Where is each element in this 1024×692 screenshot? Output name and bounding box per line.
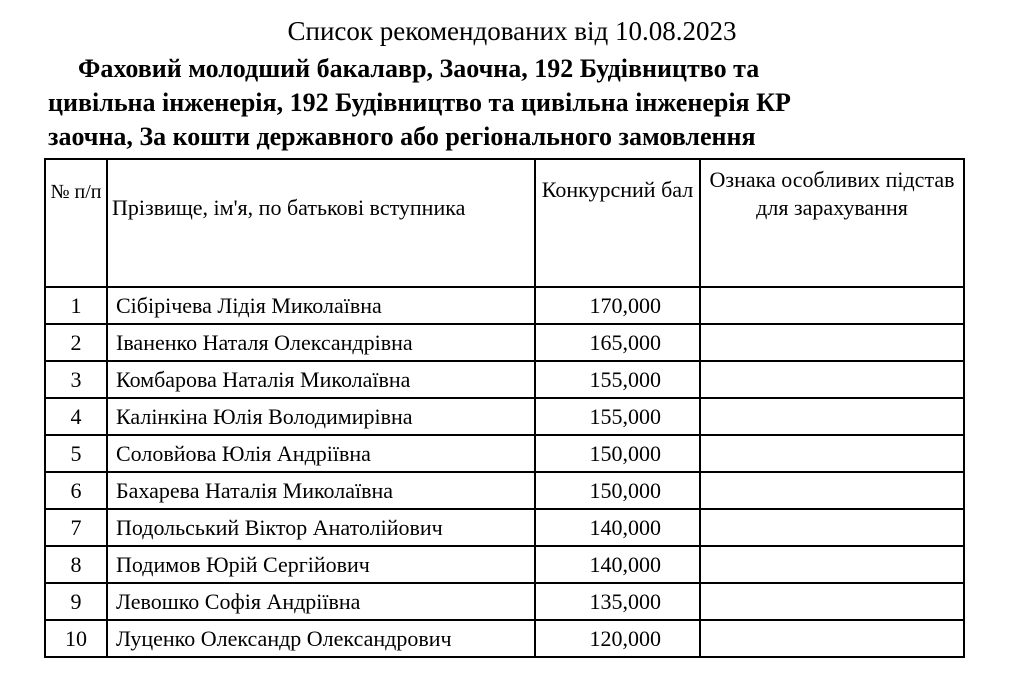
special-basis <box>700 398 964 435</box>
special-basis <box>700 472 964 509</box>
competitive-score: 140,000 <box>535 509 700 546</box>
competitive-score: 150,000 <box>535 472 700 509</box>
applicant-name: Іваненко Наталя Олександрівна <box>107 324 535 361</box>
special-basis <box>700 361 964 398</box>
competitive-score: 170,000 <box>535 287 700 324</box>
competitive-score: 135,000 <box>535 583 700 620</box>
special-basis <box>700 509 964 546</box>
row-number: 9 <box>45 583 107 620</box>
special-basis <box>700 583 964 620</box>
applicant-name: Подольський Віктор Анатолійович <box>107 509 535 546</box>
row-number: 3 <box>45 361 107 398</box>
applicant-name: Луценко Олександр Олександрович <box>107 620 535 657</box>
applicant-name: Сібірічева Лідія Миколаївна <box>107 287 535 324</box>
applicant-name: Соловйова Юлія Андріївна <box>107 435 535 472</box>
applicant-name: Левошко Софія Андріївна <box>107 583 535 620</box>
document-title: Список рекомендованих від 10.08.2023 <box>287 16 737 46</box>
table-row <box>45 398 964 435</box>
header-number: № п/п <box>45 159 107 287</box>
document-subtitle <box>48 52 1008 154</box>
special-basis <box>700 546 964 583</box>
special-basis <box>700 435 964 472</box>
table-row <box>45 472 964 509</box>
competitive-score: 150,000 <box>535 435 700 472</box>
special-basis <box>700 287 964 324</box>
header-full-name: Прізвище, ім'я, по батькові вступника <box>107 159 535 287</box>
row-number: 5 <box>45 435 107 472</box>
table-row <box>45 620 964 657</box>
row-number: 1 <box>45 287 107 324</box>
table-row <box>45 361 964 398</box>
row-number: 2 <box>45 324 107 361</box>
competitive-score: 140,000 <box>535 546 700 583</box>
header-special-basis: Ознака особливих підстав для зарахування <box>700 159 964 287</box>
row-number: 8 <box>45 546 107 583</box>
applicant-name: Подимов Юрій Сергійович <box>107 546 535 583</box>
table-header-row <box>45 159 964 287</box>
row-number: 4 <box>45 398 107 435</box>
competitive-score: 120,000 <box>535 620 700 657</box>
subtitle-line-2: цивільна інженерія, 192 Будівництво та цивільна інженерія КР <box>48 88 791 117</box>
row-number: 10 <box>45 620 107 657</box>
row-number: 6 <box>45 472 107 509</box>
table-row <box>45 287 964 324</box>
table-row <box>45 435 964 472</box>
competitive-score: 155,000 <box>535 361 700 398</box>
row-number: 7 <box>45 509 107 546</box>
competitive-score: 155,000 <box>535 398 700 435</box>
special-basis <box>700 620 964 657</box>
subtitle-line-1: Фаховий молодший бакалавр, Заочна, 192 Будівництво та <box>78 54 760 83</box>
table-row <box>45 509 964 546</box>
table-row <box>45 583 964 620</box>
special-basis <box>700 324 964 361</box>
recommended-applicants-table <box>44 158 965 658</box>
table-row <box>45 324 964 361</box>
applicant-name: Бахарева Наталія Миколаївна <box>107 472 535 509</box>
applicant-name: Комбарова Наталія Миколаївна <box>107 361 535 398</box>
table-row <box>45 546 964 583</box>
subtitle-line-3: заочна, За кошти державного або регіонального замовлення <box>48 122 756 151</box>
header-competitive-score: Конкурсний бал <box>535 159 700 287</box>
applicant-name: Калінкіна Юлія Володимирівна <box>107 398 535 435</box>
competitive-score: 165,000 <box>535 324 700 361</box>
